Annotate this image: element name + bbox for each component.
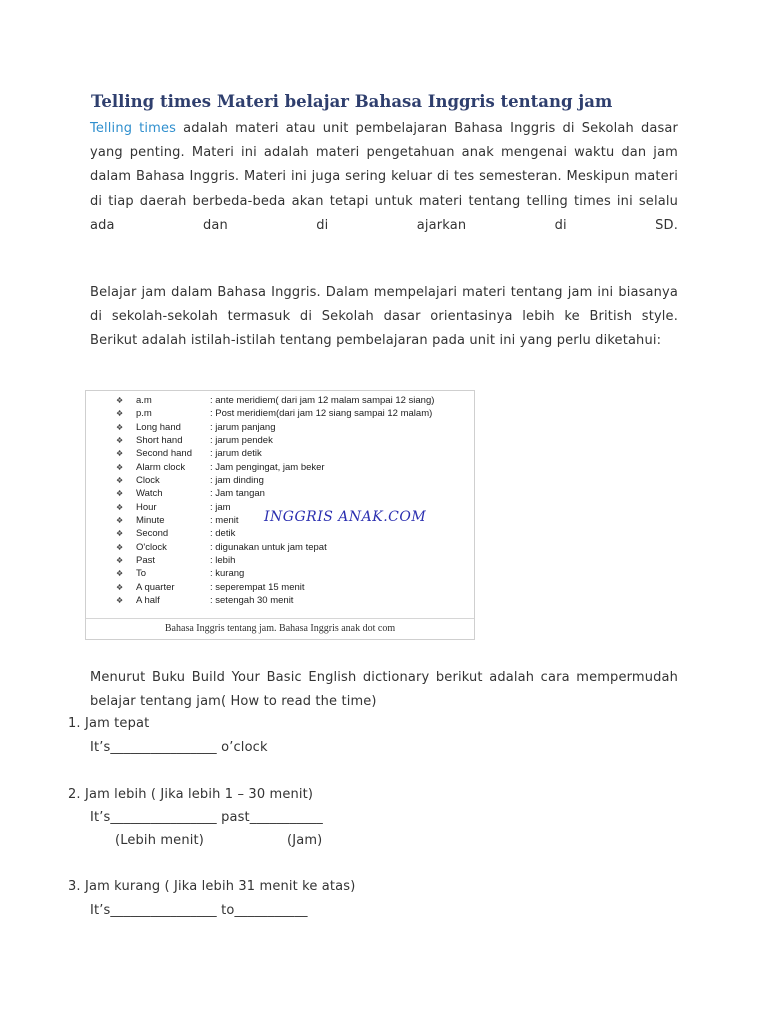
article-title: Telling times Materi belajar Bahasa Inggris tentang jam [91, 92, 613, 111]
glossary-definition: : menit [210, 515, 239, 527]
glossary-definition: : Jam tangan [210, 488, 265, 500]
para2-line-2: di sekolah-sekolah termasuk di Sekolah dasar orientasinya lebih ke British style. [90, 309, 678, 325]
diamond-bullet-icon: ❖ [116, 569, 124, 579]
para2-line-1: Belajar jam dalam Bahasa Inggris. Dalam mempelajari materi tentang jam ini biasanya [90, 285, 678, 300]
glossary-term: Second hand [136, 448, 192, 460]
glossary-row [86, 567, 474, 580]
diamond-bullet-icon: ❖ [116, 476, 124, 486]
glossary-definition: : ante meridiem( dari jam 12 malam sampai 12 siang) [210, 395, 435, 406]
glossary-row [86, 527, 474, 540]
rule-2-title: 2. Jam lebih ( Jika lebih 1 – 30 menit) [68, 787, 314, 802]
glossary-row [86, 581, 474, 594]
glossary-definition: : jam [210, 501, 231, 513]
dictionary-paragraph [90, 666, 678, 714]
glossary-term: Second [136, 528, 169, 540]
rule-2-note-minutes: (Lebih menit) [115, 833, 204, 848]
glossary-term: Past [136, 555, 156, 567]
glossary-row [86, 594, 474, 607]
learning-paragraph [90, 281, 678, 354]
watermark-text: INGGRIS ANAK.COM [264, 509, 427, 525]
caption-divider [86, 618, 474, 619]
para3-line-2: belajar tentang jam( How to read the time) [90, 694, 377, 710]
glossary-row [86, 407, 474, 420]
diamond-bullet-icon: ❖ [116, 542, 124, 552]
glossary-definition: : digunakan untuk jam tepat [210, 541, 327, 553]
telling-times-link[interactable]: Telling times [90, 121, 177, 136]
para2-line-3: Berikut adalah istilah-istilah tentang pembelajaran pada unit ini yang perlu diketahui: [90, 333, 662, 349]
intro-line-4: di tiap daerah berbeda-beda akan tetapi untuk materi tentang telling times ini selalu [90, 193, 678, 209]
rule-1-pattern: It’s________________ o’clock [90, 740, 268, 755]
diamond-bullet-icon: ❖ [116, 449, 124, 459]
intro-line-1: adalah materi atau unit pembelajaran Bahasa Inggris di Sekolah dasar [176, 121, 678, 136]
glossary-row [86, 394, 474, 407]
para3-line-1: Menurut Buku Build Your Basic English dictionary berikut adalah cara mempermudah [90, 670, 678, 685]
intro-line-5: ada dan di ajarkan di SD. [90, 217, 678, 233]
diamond-bullet-icon: ❖ [116, 436, 124, 446]
diamond-bullet-icon: ❖ [116, 529, 124, 539]
diamond-bullet-icon: ❖ [116, 596, 124, 606]
diamond-bullet-icon: ❖ [116, 409, 124, 419]
rule-3-title: 3. Jam kurang ( Jika lebih 31 menit ke atas) [68, 879, 356, 894]
glossary-definition: : kurang [210, 568, 245, 580]
diamond-bullet-icon: ❖ [116, 462, 124, 472]
glossary-term: Clock [136, 475, 160, 487]
glossary-term: Long hand [136, 421, 181, 433]
glossary-image [85, 390, 475, 640]
glossary-row [86, 554, 474, 567]
glossary-term: A half [136, 595, 160, 607]
glossary-definition: : Jam pengingat, jam beker [210, 461, 325, 473]
glossary-definition: : jarum detik [210, 448, 262, 460]
diamond-bullet-icon: ❖ [116, 516, 124, 526]
diamond-bullet-icon: ❖ [116, 422, 124, 432]
glossary-row [86, 434, 474, 447]
diamond-bullet-icon: ❖ [116, 556, 124, 566]
intro-line-2: yang penting. Materi ini adalah materi pengetahuan anak mengenai waktu dan jam [90, 145, 678, 161]
glossary-term: Watch [136, 488, 163, 500]
glossary-row [86, 474, 474, 487]
glossary-term: O'clock [136, 541, 167, 553]
glossary-row [86, 421, 474, 434]
glossary-definition: : jam dinding [210, 475, 264, 487]
glossary-definition: : Post meridiem(dari jam 12 siang sampai 12 malam) [210, 408, 433, 420]
image-caption: Bahasa Inggris tentang jam. Bahasa Inggris anak dot com [164, 623, 396, 634]
intro-line-3: dalam Bahasa Inggris. Materi ini juga sering keluar di tes semesteran. Meskipun materi [90, 169, 678, 185]
glossary-term: A quarter [136, 581, 175, 593]
glossary-term: Hour [136, 501, 157, 513]
diamond-bullet-icon: ❖ [116, 502, 124, 512]
glossary-definition: : jarum panjang [210, 421, 276, 433]
glossary-definition: : lebih [210, 555, 236, 567]
glossary-term-list [86, 394, 474, 608]
glossary-term: To [136, 568, 147, 580]
glossary-term: Minute [136, 515, 165, 527]
glossary-row [86, 487, 474, 500]
glossary-definition: : jarum pendek [210, 435, 273, 447]
glossary-term: a.m [136, 395, 152, 406]
glossary-row [86, 461, 474, 474]
rule-2-pattern: It’s________________ past___________ [90, 810, 323, 825]
glossary-definition: : detik [210, 528, 236, 540]
intro-paragraph [90, 117, 678, 238]
rule-2-note-hour: (Jam) [287, 833, 323, 848]
glossary-row [86, 541, 474, 554]
glossary-definition: : setengah 30 menit [210, 595, 294, 607]
glossary-term: Alarm clock [136, 461, 186, 473]
rule-1-title: 1. Jam tepat [68, 716, 150, 731]
glossary-term: p.m [136, 408, 152, 420]
glossary-definition: : seperempat 15 menit [210, 581, 305, 593]
rule-3-pattern: It’s________________ to___________ [90, 903, 308, 918]
glossary-term: Short hand [136, 435, 183, 447]
diamond-bullet-icon: ❖ [116, 396, 124, 405]
glossary-row [86, 447, 474, 460]
diamond-bullet-icon: ❖ [116, 489, 124, 499]
diamond-bullet-icon: ❖ [116, 582, 124, 592]
